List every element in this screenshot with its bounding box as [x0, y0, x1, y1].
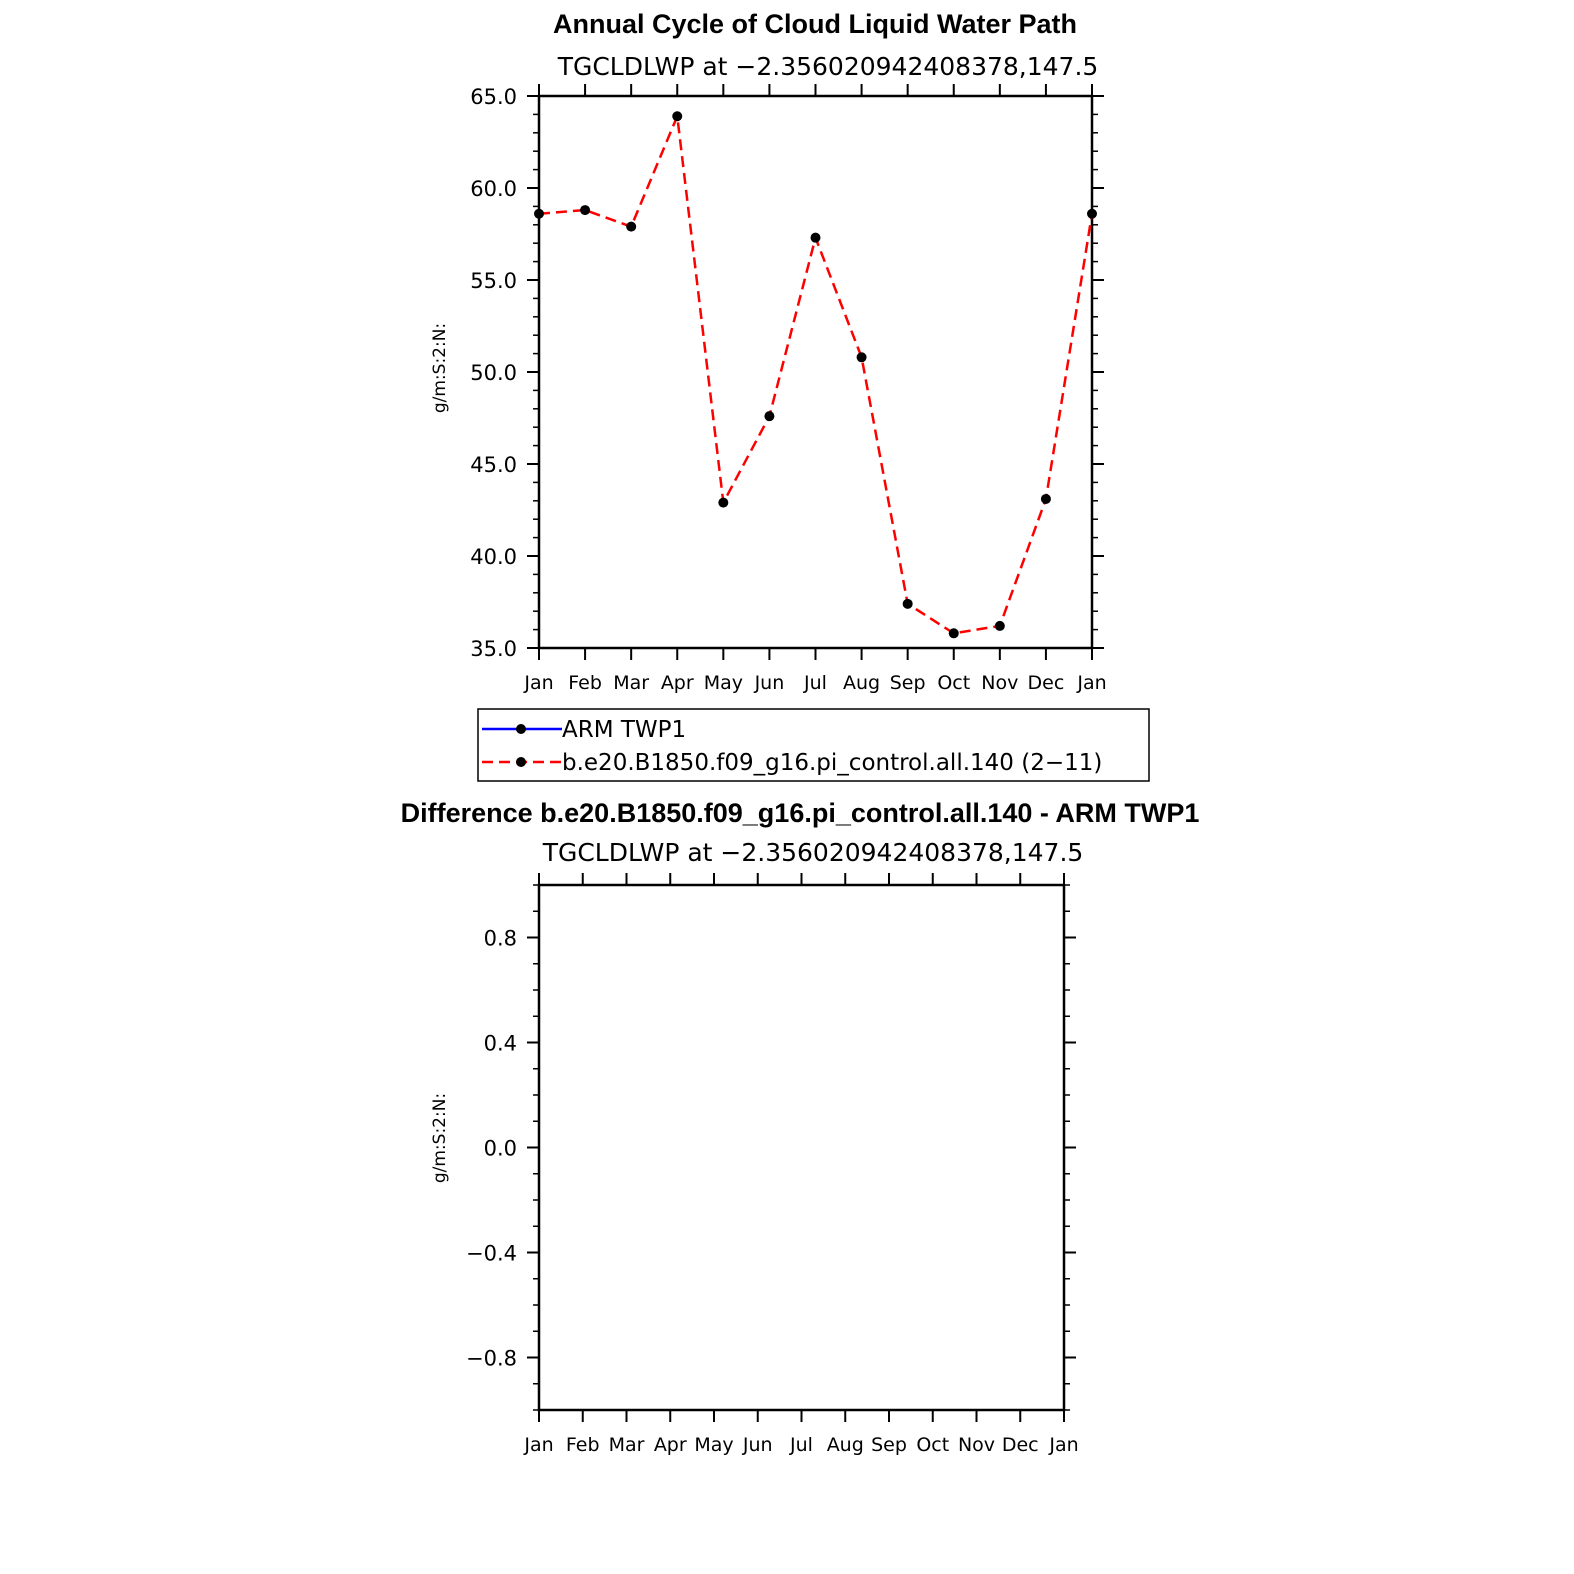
y-tick-label: 0.8 [483, 926, 517, 951]
plot-border [539, 885, 1064, 1410]
data-point-aug [857, 352, 867, 362]
annual-cycle-panel [430, 9, 1149, 781]
x-tick-label-oct: Oct [937, 672, 971, 694]
y-tick-label: −0.8 [466, 1346, 517, 1371]
difference-plot-frame [527, 873, 1076, 1422]
y-tick-label: 0.4 [483, 1031, 517, 1056]
x-tick-label-nov: Nov [981, 672, 1019, 694]
legend [478, 709, 1149, 781]
plot-frame [527, 84, 1104, 660]
chart-title: Annual Cycle of Cloud Liquid Water Path [552, 9, 1078, 39]
x-tick-label-aug: Aug [843, 672, 881, 694]
y-tick-label: 65.0 [470, 85, 517, 109]
y-axis-label: g/m:S:2:N: [430, 322, 450, 414]
data-point-feb [580, 205, 590, 215]
difference-title: Difference b.e20.B1850.f09_g16.pi_control.all.140 - ARM TWP1 [400, 798, 1200, 828]
x-tick-label-feb: Feb [565, 1434, 600, 1456]
data-point-may [718, 498, 728, 508]
chart-subtitle: TGCLDLWP at −2.356020942408378,147.5 [557, 52, 1099, 81]
x-tick-label-oct: Oct [916, 1434, 950, 1456]
difference-panel [401, 798, 1200, 1456]
difference-subtitle: TGCLDLWP at −2.356020942408378,147.5 [542, 838, 1084, 867]
legend-marker-model [516, 757, 526, 767]
data-point-apr [672, 111, 682, 121]
legend-label-arm-twp1: ARM TWP1 [562, 717, 687, 743]
y-tick-label: −0.4 [466, 1241, 517, 1266]
data-point-jan [534, 209, 544, 219]
series-line-b-e20-b1850-f09-g16-pi-control-all-140-2-11 [539, 116, 1092, 633]
x-tick-label-jul: Jul [804, 672, 827, 694]
x-tick-label-mar: Mar [613, 672, 650, 694]
data-point-dec [1041, 494, 1051, 504]
legend-marker-arm-twp1 [516, 724, 526, 734]
plot-border [539, 96, 1092, 648]
x-tick-label-apr: Apr [653, 1434, 687, 1456]
series-layer [534, 111, 1097, 638]
x-tick-label-may: May [703, 672, 743, 694]
legend-label-model: b.e20.B1850.f09_g16.pi_control.all.140 (2−11) [562, 750, 1103, 776]
x-tick-label-jun: Jun [742, 1434, 773, 1456]
difference-y-axis-label: g/m:S:2:N: [430, 1092, 450, 1184]
difference-y-tick-labels [466, 927, 517, 1371]
data-point-oct [949, 628, 959, 638]
x-tick-label-dec: Dec [1001, 1434, 1039, 1456]
y-tick-label: 40.0 [470, 545, 517, 569]
y-tick-label: 35.0 [470, 637, 517, 661]
y-tick-label: 45.0 [470, 453, 517, 477]
x-tick-label-nov: Nov [957, 1434, 996, 1456]
data-point-mar [626, 222, 636, 232]
data-point-sep [903, 599, 913, 609]
x-tick-label-feb: Feb [568, 672, 602, 694]
x-tick-label-jan: Jan [524, 1434, 554, 1456]
x-tick-label-dec: Dec [1027, 672, 1065, 694]
x-tick-label-jun: Jun [754, 672, 785, 694]
x-tick-label-sep: Sep [889, 672, 926, 694]
x-tick-label-jan: Jan [1049, 1434, 1079, 1456]
y-tick-label: 55.0 [470, 269, 517, 293]
data-point-nov [995, 621, 1005, 631]
y-tick-label: 60.0 [470, 177, 517, 201]
data-point-jan [1087, 209, 1097, 219]
data-point-jul [811, 233, 821, 243]
x-tick-label-mar: Mar [608, 1434, 645, 1456]
x-tick-label-aug: Aug [826, 1434, 864, 1456]
x-tick-label-jan: Jan [1077, 672, 1107, 694]
data-point-jun [764, 411, 774, 421]
x-tick-label-sep: Sep [871, 1434, 907, 1456]
x-tick-label-jan: Jan [524, 672, 554, 694]
x-tick-label-may: May [694, 1434, 734, 1456]
difference-x-tick-labels [523, 1434, 1078, 1456]
x-tick-labels [523, 672, 1106, 694]
x-tick-label-apr: Apr [660, 672, 694, 694]
y-tick-label: 0.0 [483, 1136, 517, 1161]
y-tick-label: 50.0 [470, 361, 517, 385]
x-tick-label-jul: Jul [790, 1434, 813, 1456]
y-tick-labels [470, 85, 517, 661]
